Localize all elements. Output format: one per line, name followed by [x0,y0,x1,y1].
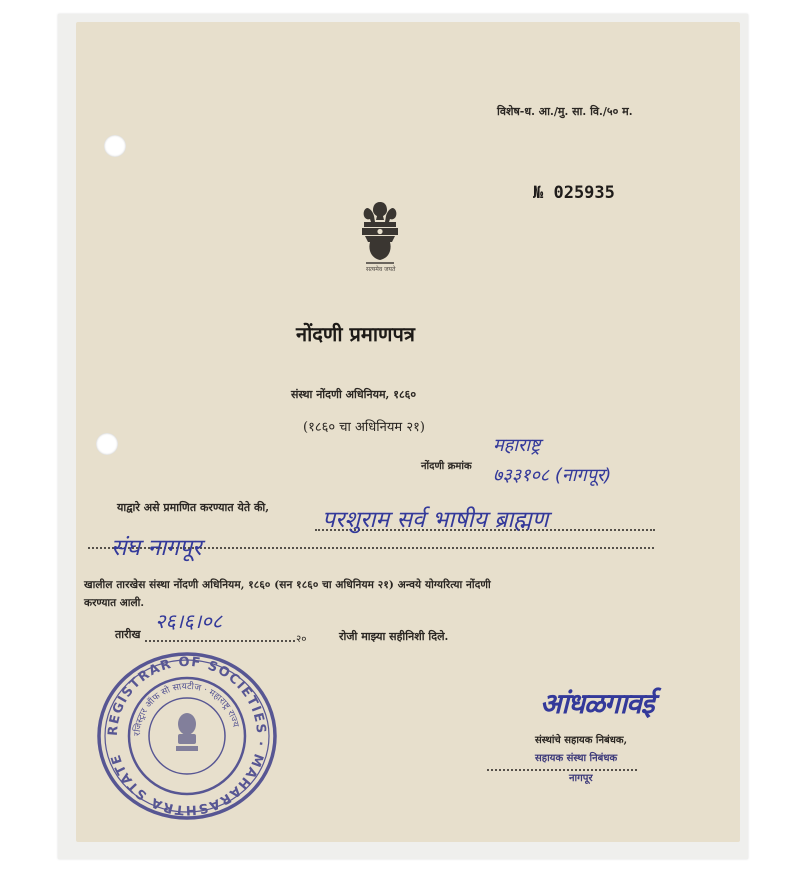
form-reference: विशेष-ध. आ./मु. सा. वि./५० म. [497,105,633,118]
registration-number: ७३३१०८ (नागपूर) [493,465,612,486]
date-value: २६।६।०८ [155,609,223,633]
signatory-place-dots [487,769,637,771]
society-name-line-2: संघ नागपूर [111,535,202,561]
act-subtitle: (१८६० चा अधिनियम २१) [303,420,425,435]
seal-inner-text: रजिस्ट्रार ऑफ सो सायटीज · महाराष्ट्र राज्य [132,681,241,737]
seal-outer-text: REGISTRAR OF SOCIETIES · MAHARASHTRA STATE [105,654,269,818]
signatory-place: नागपूर [569,773,593,784]
date-dots [145,640,295,642]
emblem-motto: सत्यमेव जयते [366,266,396,273]
punch-hole-bottom [96,433,118,455]
body-text-line-1: खालील तारखेस संस्था नोंदणी अधिनियम, १८६० (सन १८६० चा अधिनियम २१) अन्वये योग्यरित्या नोंदणी [84,579,491,591]
society-name-line-1: परशुराम सर्व भाषीय ब्राह्मण [322,507,549,533]
serial-number: № 025935 [533,183,615,203]
certify-text: याद्वारे असे प्रमाणित करण्यात येते की, [117,501,270,514]
signature: आंधळगावई [540,687,654,720]
registration-label: नोंदणी क्रमांक [421,461,472,472]
registration-state: महाराष्ट्र [493,435,541,456]
act-name: संस्था नोंदणी अधिनियम, १८६० [291,388,417,401]
date-closing: रोजी माझ्या सहीनिशी दिले. [339,630,449,643]
body-text-line-2: करण्यात आली. [84,597,145,609]
date-year-suffix: २० [296,634,307,645]
punch-hole-top [104,135,126,157]
signatory-title: संस्थांचे सहायक निबंधक, [535,735,628,746]
date-label: तारीख [115,628,141,641]
signatory-stamp-title: सहायक संस्था निबंधक [535,753,618,764]
certificate-title: नोंदणी प्रमाणपत्र [296,322,415,346]
national-emblem-icon [356,198,404,270]
registrar-seal-stamp [92,650,282,822]
